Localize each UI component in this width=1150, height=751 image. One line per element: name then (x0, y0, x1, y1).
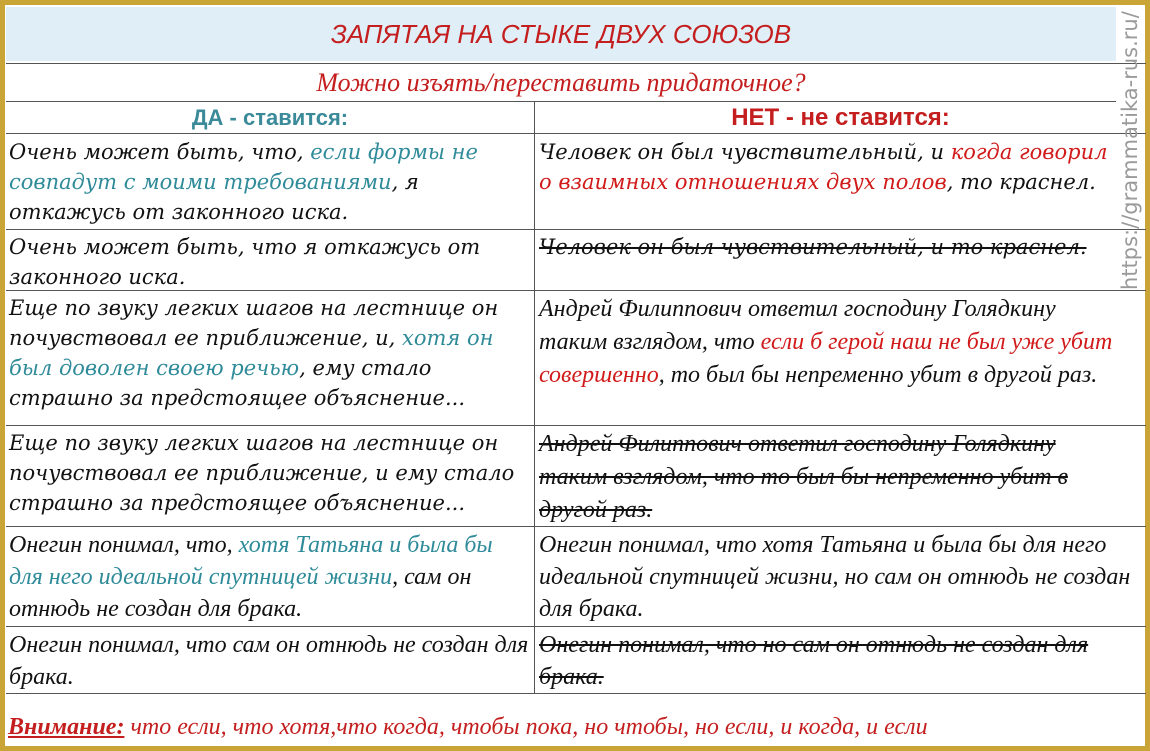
attention-text: что если, что хотя,что когда, чтобы пока, но чтобы, но если, и когда, и если (124, 714, 928, 740)
row5-yes-cell: Онегин понимал, что, хотя Татьяна и была бы для него идеальной спутницей жизни, сам он отнюдь не создан для брака. (9, 532, 493, 622)
row2-no-cell: Человек он был чувствительный, и то краснел. (539, 235, 1087, 259)
row6-yes-cell: Онегин понимал, что сам он отнюдь не создан для брака. (9, 632, 529, 690)
row1-yes-cell: Очень может быть, что, если формы не совпадут с моими требованиями, я откажусь от законного иска. (9, 140, 478, 224)
clause-highlight: когда говорил о взаимных отношениях двух полов (539, 140, 1108, 194)
header-yes: ДА - ставится: (191, 105, 349, 130)
divider (6, 229, 1146, 230)
clause-highlight: хотя Татьяна и была бы для него идеальной спутницей жизни (9, 532, 493, 590)
divider (6, 693, 1146, 694)
page-title: ЗАПЯТАЯ НА СТЫКЕ ДВУХ СОЮЗОВ (6, 7, 1116, 61)
row4-no-cell: Андрей Филиппович ответил господину Голядкину таким взглядом, что то был бы непременно убит в другой раз. (539, 431, 1068, 523)
divider (6, 626, 1146, 627)
divider (6, 63, 1146, 64)
row5-no-cell: Онегин понимал, что хотя Татьяна и была бы для него идеальной спутницей жизни, но сам он отнюдь не создан для брака. (539, 532, 1131, 622)
clause-highlight: хотя он был доволен своею речью (9, 326, 494, 380)
question: Можно изъять/переставить придаточное? (316, 68, 806, 97)
row3-no-cell: Андрей Филиппович ответил господину Голядкину таким взглядом, что если б герой наш не был уже убит совершенно, то был бы непременно убит в другой раз. (539, 296, 1113, 388)
row2-yes-cell: Очень может быть, что я откажусь от законного иска. (9, 235, 481, 289)
attention-label: Внимание: (8, 714, 125, 740)
header-no: НЕТ - не ставится: (731, 104, 950, 131)
clause-highlight: если б герой наш не был уже убит совершенно (539, 329, 1113, 388)
clause-highlight: если формы не совпадут с моими требованиями (9, 140, 478, 194)
row3-yes-cell: Еще по звуку легких шагов на лестнице он почувствовал ее приближение, и, хотя он был доволен своею речью, ему стало страшно за предстоящее объяснение... (9, 296, 499, 410)
attention-note (8, 708, 1148, 746)
row4-yes-cell: Еще по звуку легких шагов на лестнице он почувствовал ее приближение, и ему стало страшно за предстоящее объяснение... (9, 431, 515, 515)
watermark-url: https://grammatika-rus.ru/ (1118, 11, 1142, 290)
row6-no-cell: Онегин понимал, что но сам он отнюдь не создан для брака. (539, 632, 1089, 690)
column-divider (534, 102, 535, 693)
row1-no-cell: Человек он был чувствительный, и когда говорил о взаимных отношениях двух полов, то краснел. (539, 140, 1108, 194)
divider (6, 425, 1146, 426)
